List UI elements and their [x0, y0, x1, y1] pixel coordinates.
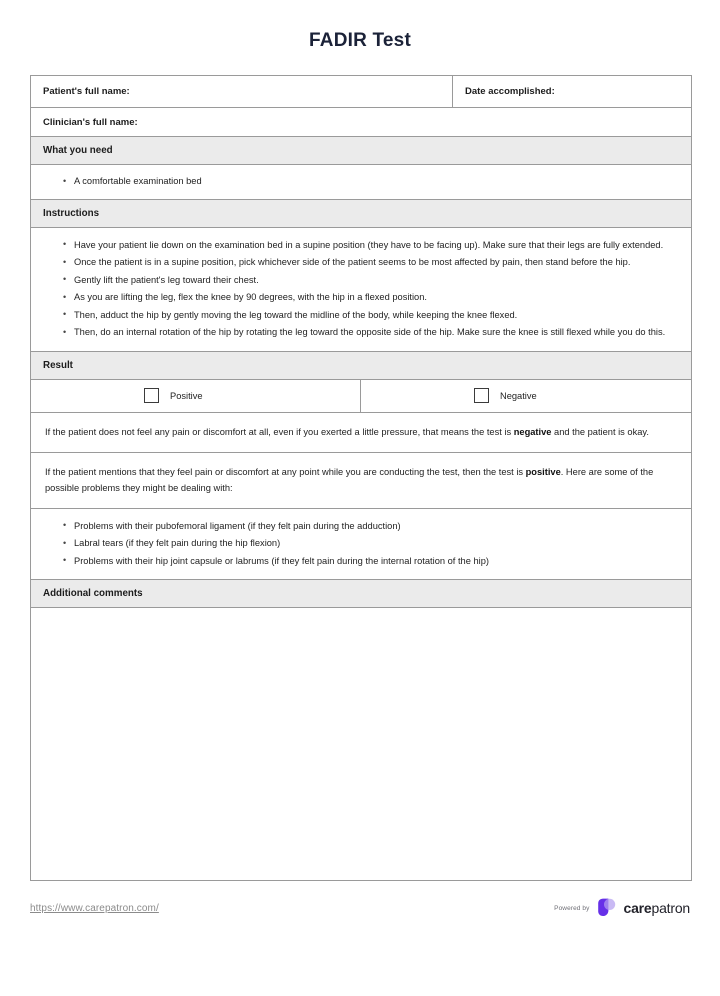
- footer: [30, 897, 690, 919]
- section-header-instructions: Instructions: [31, 200, 691, 227]
- section-header-what-you-need: What you need: [31, 137, 691, 164]
- list-item: • Then, adduct the hip by gently moving the leg toward the midline of the body, while keeping the knee flexed.: [63, 308, 679, 324]
- list-item: • Problems with their pubofemoral ligament (if they felt pain during the adduction): [63, 519, 679, 535]
- list-item: • As you are lifting the leg, flex the knee by 90 degrees, with the hip in a flexed position.: [63, 290, 679, 306]
- table-row: [31, 380, 691, 413]
- checkbox-negative[interactable]: [474, 388, 489, 403]
- clinician-name-field[interactable]: [31, 108, 691, 136]
- table-row: [31, 608, 691, 880]
- form-table: [30, 75, 692, 881]
- carepatron-logo-icon: [595, 897, 617, 919]
- positive-note-part1: If the patient mentions that they feel pain or discomfort at any point while you are conducting the test, then the test is: [45, 466, 526, 477]
- table-row: [31, 413, 691, 453]
- positive-result-note: [31, 453, 691, 508]
- carepatron-wordmark: [623, 901, 690, 915]
- table-row: [31, 453, 691, 509]
- positive-note-part2: . Here are some of the possible problems they might be dealing with:: [45, 466, 654, 493]
- instructions-content: [31, 228, 691, 351]
- patient-name-field[interactable]: [31, 76, 453, 107]
- powered-by-label: Powered by: [554, 904, 590, 912]
- table-row: [31, 137, 691, 165]
- table-row: [31, 580, 691, 608]
- list-item: • Problems with their hip joint capsule or labrums (if they felt pain during the internal rotation of the hip): [63, 554, 679, 570]
- brand-word-light: patron: [651, 900, 690, 916]
- what-you-need-content: [31, 165, 691, 199]
- page-title: FADIR Test: [309, 30, 411, 51]
- list-item: • Gently lift the patient's leg toward their chest.: [63, 273, 679, 289]
- table-row: [31, 352, 691, 380]
- clinician-name-label: Clinician's full name:: [43, 116, 138, 128]
- instructions-list: [51, 238, 679, 341]
- table-row: [31, 165, 691, 200]
- result-option-negative-label: Negative: [500, 390, 537, 401]
- carepatron-branding: [554, 897, 690, 919]
- result-option-positive-label: Positive: [170, 390, 203, 401]
- table-row: [31, 509, 691, 581]
- result-option-positive[interactable]: [31, 380, 361, 412]
- carepatron-url-link[interactable]: https://www.carepatron.com/: [30, 902, 159, 914]
- section-header-additional-comments: Additional comments: [31, 580, 691, 607]
- negative-note-part1: If the patient does not feel any pain or discomfort at all, even if you exerted a little pressure, that means the test is: [45, 426, 514, 437]
- negative-keyword: negative: [513, 426, 552, 437]
- list-item: • Once the patient is in a supine position, pick whichever side of the patient seems to be most affected by pain, then stand before the hip.: [63, 255, 679, 271]
- table-row: [31, 108, 691, 137]
- possible-problems-content: [31, 509, 691, 580]
- what-you-need-list: [51, 174, 679, 190]
- additional-comments-input[interactable]: [31, 608, 691, 880]
- possible-problems-list: [51, 519, 679, 570]
- table-row: [31, 228, 691, 352]
- negative-result-note: [31, 413, 691, 452]
- list-item: • Have your patient lie down on the examination bed in a supine position (they have to be facing up). Make sure that their legs are fully extended.: [63, 238, 679, 254]
- date-accomplished-label: Date accomplished:: [465, 86, 555, 97]
- list-item: • Then, do an internal rotation of the hip by rotating the leg toward the opposite side of the hip. Make sure the knee is still flexed while you do this.: [63, 325, 679, 341]
- result-option-negative[interactable]: [361, 380, 691, 412]
- list-item: • Labral tears (if they felt pain during the hip flexion): [63, 536, 679, 552]
- patient-name-label: Patient's full name:: [43, 86, 130, 97]
- positive-keyword: positive: [525, 466, 561, 477]
- brand-word-bold: care: [623, 900, 652, 916]
- list-item: • A comfortable examination bed: [63, 174, 679, 190]
- table-row: [31, 76, 691, 108]
- checkbox-positive[interactable]: [144, 388, 159, 403]
- negative-note-part2: and the patient is okay.: [551, 426, 649, 437]
- date-accomplished-field[interactable]: [453, 76, 691, 107]
- table-row: [31, 200, 691, 228]
- section-header-result: Result: [31, 352, 691, 379]
